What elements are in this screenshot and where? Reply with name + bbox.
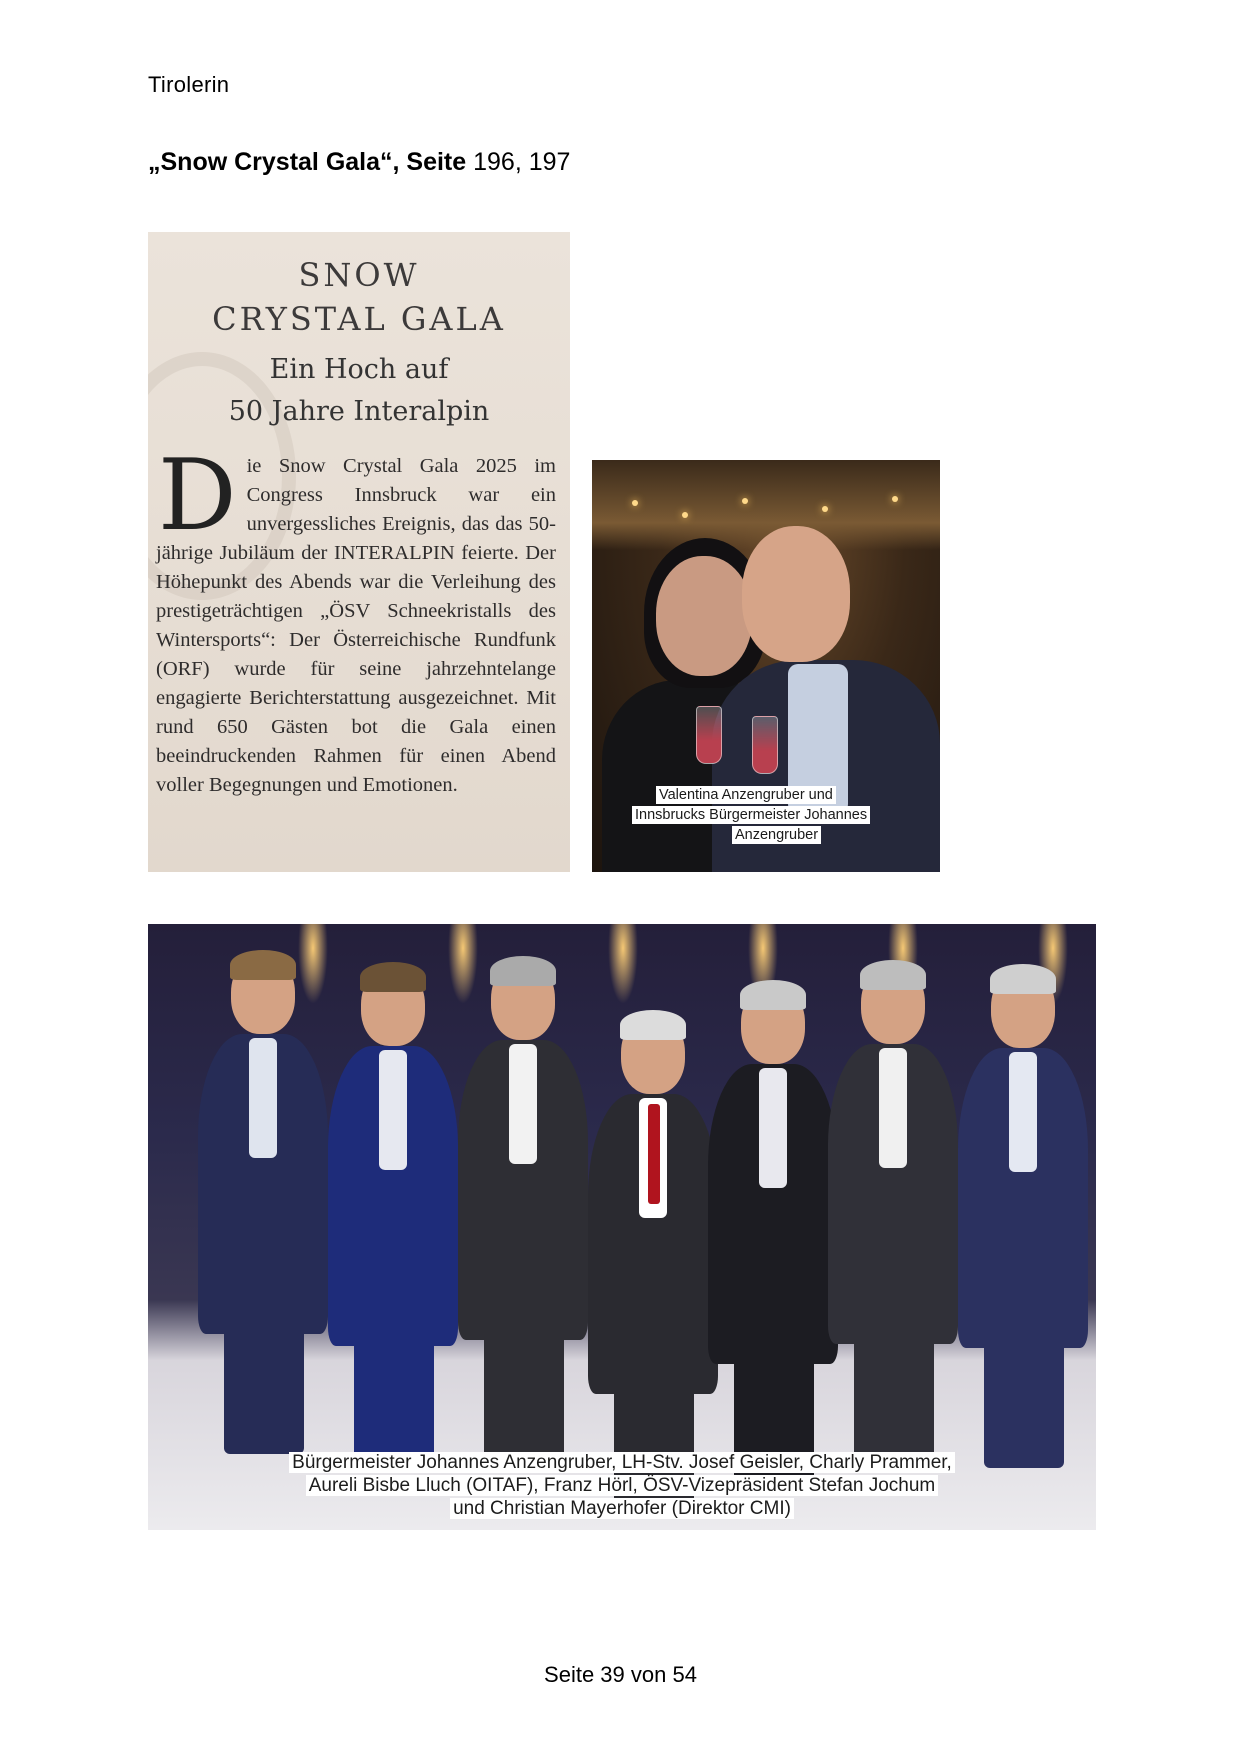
champagne-glass <box>752 716 778 774</box>
page-indicator: Seite 39 von 54 <box>544 1662 697 1687</box>
article-pages: 196, 197 <box>473 148 571 176</box>
woman-face <box>656 556 752 676</box>
group-caption-line2 <box>148 1475 1096 1497</box>
light-dot <box>632 500 638 506</box>
article-heading <box>148 148 570 177</box>
person-hair <box>490 956 556 986</box>
drop-cap: D <box>158 439 237 553</box>
stage-light <box>608 924 638 1004</box>
portrait-caption-line1: Valentina Anzengruber und <box>656 786 836 804</box>
group-caption-line1 <box>148 1452 1096 1474</box>
stage-light <box>298 924 328 1004</box>
group-caption-line1-text: Bürgermeister Johannes Anzengruber, LH-Stv. Josef Geisler, Charly Prammer, <box>289 1452 955 1473</box>
clipping-body-text <box>156 439 556 800</box>
portrait-caption-line2: Innsbrucks Bürgermeister Johannes <box>632 806 870 824</box>
clipping-subtitle-line1: Ein Hoch auf <box>269 354 449 385</box>
article-title: „Snow Crystal Gala“, Seite <box>148 148 467 176</box>
article-clipping-image <box>148 232 570 872</box>
person-hair <box>230 950 296 980</box>
person-hair <box>360 962 426 992</box>
stage-light <box>448 924 478 1004</box>
red-tie <box>648 1104 660 1204</box>
man-face <box>742 526 850 662</box>
clipping-title-line1: SNOW <box>298 256 420 294</box>
person-shirt <box>759 1068 787 1188</box>
group-caption-line2-text: Aureli Bisbe Lluch (OITAF), Franz Hörl, ÖSV-Vizepräsident Stefan Jochum <box>306 1475 939 1496</box>
champagne-glass <box>696 706 722 764</box>
person-hair <box>990 964 1056 994</box>
group-photo <box>148 924 1096 1530</box>
person-shirt <box>249 1038 277 1158</box>
person-shirt <box>879 1048 907 1168</box>
person-hair <box>740 980 806 1010</box>
clipping-subtitle-line2: 50 Jahre Interalpin <box>228 396 490 427</box>
portrait-photo <box>592 460 940 872</box>
person-shirt <box>509 1044 537 1164</box>
person-hair <box>620 1010 686 1040</box>
group-caption-line3 <box>148 1498 1096 1520</box>
light-dot <box>822 506 828 512</box>
clipping-title-line2: CRYSTAL GALA <box>212 300 506 338</box>
portrait-caption-line3: Anzengruber <box>732 826 821 844</box>
clipping-body: ie Snow Crystal Gala 2025 im Congress Innsbruck war ein unvergessliches Ereignis, das das 50-jährige Jubiläum der INTERALPIN feierte. Der Höhepunkt des Abends war die Verleihung des prestigeträchtigen „ÖSV Schneekristalls des Wintersports“: Der Österreichische Rundfunk (ORF) wurde für seine jahrzehntelange engagierte Berichterstattung ausgezeichnet. Mit rund 650 Gästen bot die Gala einen beeindruckenden Rahmen für einen Abend voller Begegnungen und Emotionen. <box>156 455 556 796</box>
group-caption-line3-text: und Christian Mayerhofer (Direktor CMI) <box>450 1498 794 1519</box>
light-dot <box>682 512 688 518</box>
light-dot <box>892 496 898 502</box>
person-shirt <box>379 1050 407 1170</box>
person-hair <box>860 960 926 990</box>
publication-name: Tirolerin <box>148 72 230 97</box>
person-shirt <box>1009 1052 1037 1172</box>
light-dot <box>742 498 748 504</box>
